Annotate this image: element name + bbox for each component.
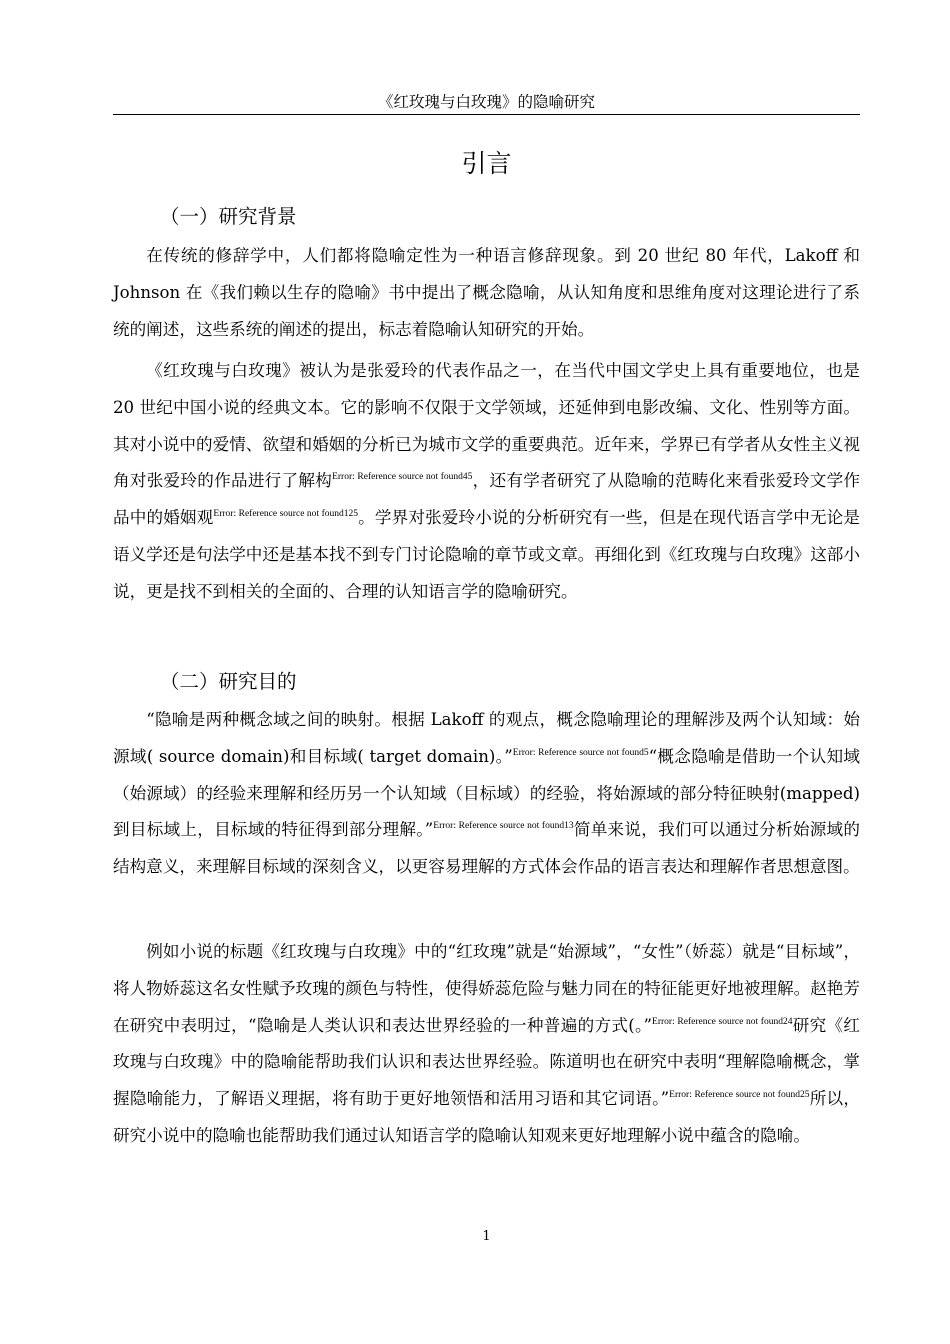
reference-error-marker: Error: Reference source not found13 [433,821,574,832]
paragraph-text: “概念隐喻是借助一个认知域（始源域）的经验来理解和经历另一个认知域（目标域）的经验，将始源域的部分特征映射(mapped)到目标域上，目标域的特征得到部分理解。” [113,746,860,840]
header-rule [113,114,860,115]
paragraph [113,934,860,1155]
paragraph [113,702,860,886]
paragraph-text: 简单来说，我们可以通过分析始源域的结构意义，来理解目标域的深刻含义，以更容易理解的方式体会作品的语言表达和理解作者思想意图。 [113,820,861,877]
paragraph-text: “隐喻是两种概念域之间的映射。根据 Lakoff 的观点，概念隐喻理论的理解涉及两个认知域：始源域( source domain)和目标域( target domain)。” [113,710,860,766]
paragraph [113,353,860,611]
paragraph-text: 《红玫瑰与白玫瑰》被认为是张爱玲的代表作品之一，在当代中国文学史上具有重要地位，也是 20 世纪中国小说的经典文本。它的影响不仅限于文学领域，还延伸到电影改编、文化、性别等方面。其对小说中的爱情、欲望和婚姻的分析已为城市文学的重要典范。近年来，学界已有学者从女性主义视角对张爱玲的作品进行了解构 [113,361,860,491]
reference-error-marker: Error: Reference source not found45 [332,472,473,483]
paragraph-text: 所以，研究小说中的隐喻也能帮助我们通过认知语言学的隐喻认知观来更好地理解小说中蕴含的隐喻。 [113,1089,860,1145]
paragraph-text: 例如小说的标题《红玫瑰与白玫瑰》中的“红玫瑰”就是“始源域”，“女性”（娇蕊）就是“目标域”，将人物娇蕊这名女性赋予玫瑰的颜色与特性，使得娇蕊危险与魅力同在的特征能更好地被理解。赵艳芳在研究中表明过，“隐喻是人类认识和表达世界经验的一种普遍的方式(。” [113,942,860,1035]
reference-error-marker: Error: Reference source not found125 [213,509,358,520]
reference-error-marker: Error: Reference source not found25 [669,1090,810,1101]
section-heading-purpose: （二）研究目的 [160,670,297,693]
chapter-title: 引言 [461,149,512,178]
section-heading-background: （一）研究背景 [160,205,297,228]
page-number: 1 [482,1229,491,1244]
reference-error-marker: Error: Reference source not found5 [512,747,649,758]
paragraph-text: ，还有学者研究了从隐喻的范畴化来看张爱玲文学作品中的婚姻观 [113,471,861,528]
paragraph [113,238,860,348]
reference-error-marker: Error: Reference source not found24 [652,1016,793,1027]
paragraph-text: 在传统的修辞学中，人们都将隐喻定性为一种语言修辞现象。到 20 世纪 80 年代，Lakoff 和 Johnson 在《我们赖以生存的隐喻》书中提出了概念隐喻，从认知角度和思维角度对这理论进行了系统的阐述，这些系统的阐述的提出，标志着隐喻认知研究的开始。 [113,246,860,339]
paragraph-text: 研究《红玫瑰与白玫瑰》中的隐喻能帮助我们认识和表达世界经验。陈道明也在研究中表明“理解隐喻概念，掌握隐喻能力，了解语义理据，将有助于更好地领悟和活用习语和其它词语。” [113,1015,861,1109]
running-header: 《红玫瑰与白玫瑰》的隐喻研究 [377,93,595,111]
paragraph-text: 。学界对张爱玲小说的分析研究有一些，但是在现代语言学中无论是语义学还是句法学中还是基本找不到专门讨论隐喻的章节或文章。再细化到《红玫瑰与白玫瑰》这部小说，更是找不到相关的全面的、合理的认知语言学的隐喻研究。 [113,508,861,601]
